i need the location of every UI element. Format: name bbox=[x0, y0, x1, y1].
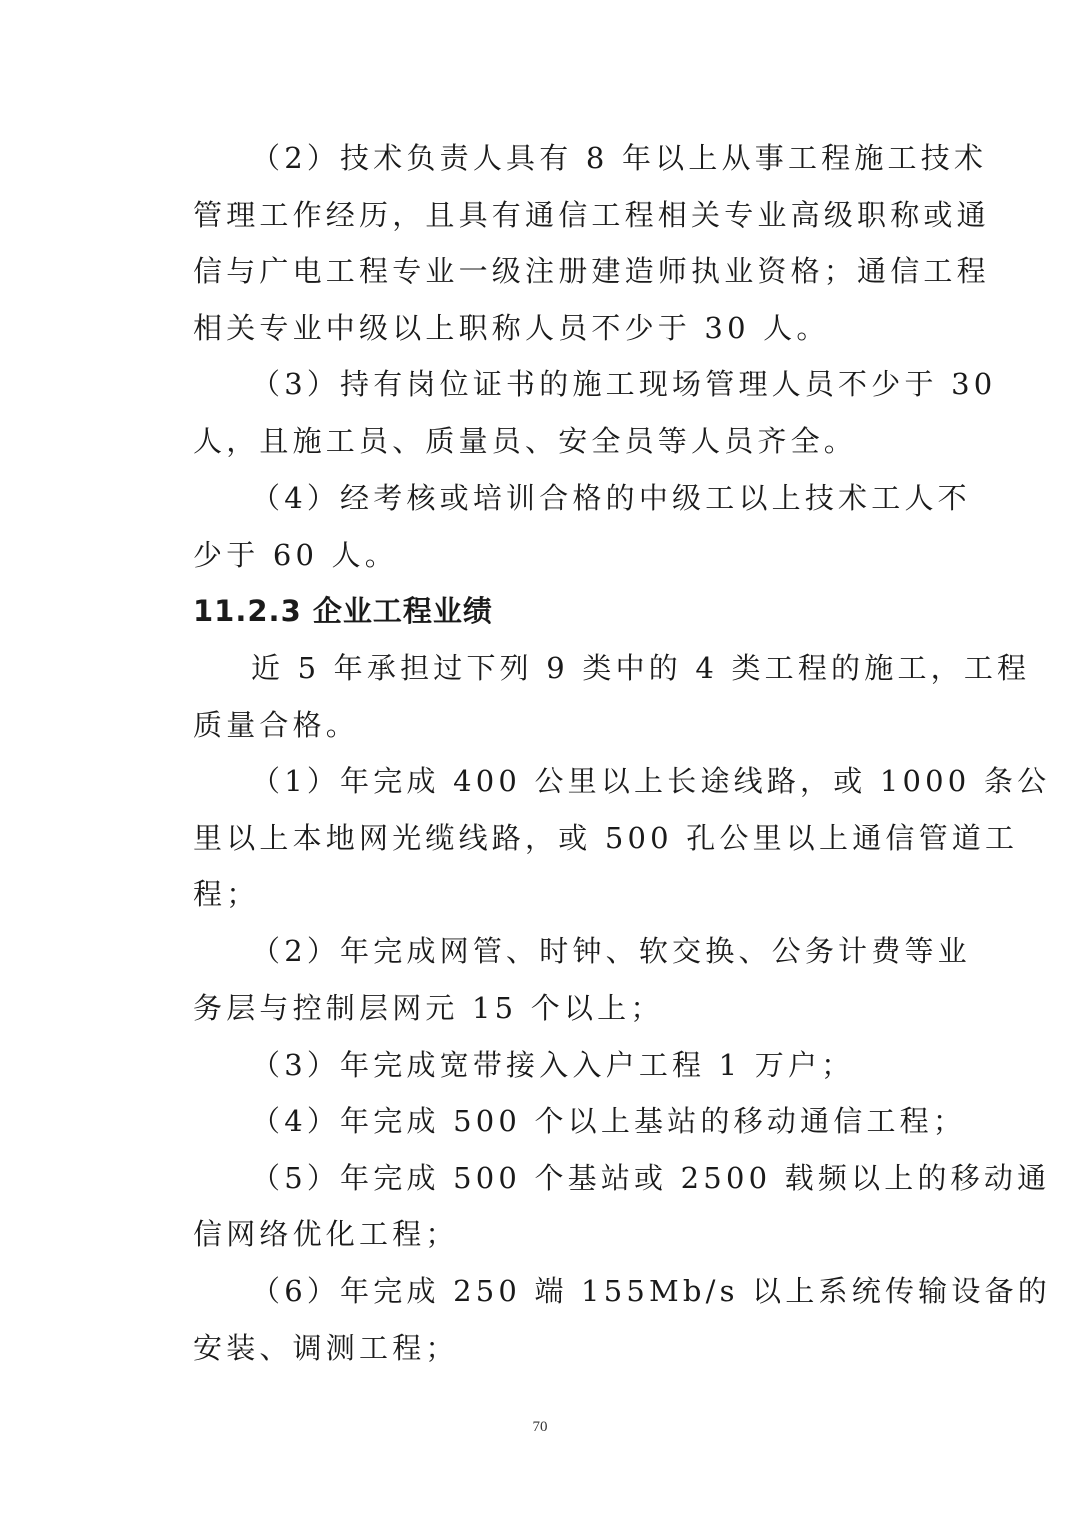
paragraph-line: 安装、调测工程； bbox=[193, 1331, 459, 1365]
paragraph-line: 少于 60 人。 bbox=[193, 538, 398, 572]
paragraph-line: （3）年完成宽带接入入户工程 1 万户； bbox=[251, 1048, 855, 1082]
paragraph-line: （2）技术负责人具有 8 年以上从事工程施工技术 bbox=[251, 141, 988, 175]
page-number: 70 bbox=[532, 1419, 548, 1435]
paragraph-line: （4）经考核或培训合格的中级工以上技术工人不 bbox=[251, 481, 971, 515]
paragraph-line: （3）持有岗位证书的施工现场管理人员不少于 30 bbox=[251, 367, 997, 401]
paragraph-line: 质量合格。 bbox=[193, 708, 360, 742]
paragraph-line: （5）年完成 500 个基站或 2500 载频以上的移动通 bbox=[251, 1161, 1051, 1195]
paragraph-line: 里以上本地网光缆线路，或 500 孔公里以上通信管道工 bbox=[193, 821, 1019, 855]
section-heading: 11.2.3 企业工程业绩 bbox=[193, 594, 493, 628]
paragraph-line: 近 5 年承担过下列 9 类中的 4 类工程的施工，工程 bbox=[251, 651, 1031, 685]
paragraph-line: 信网络优化工程； bbox=[193, 1217, 459, 1251]
paragraph-line: （4）年完成 500 个以上基站的移动通信工程； bbox=[251, 1104, 967, 1138]
paragraph-line: 程； bbox=[193, 877, 260, 911]
paragraph-line: （2）年完成网管、时钟、软交换、公务计费等业 bbox=[251, 934, 971, 968]
paragraph-line: 管理工作经历，且具有通信工程相关专业高级职称或通 bbox=[193, 198, 990, 232]
paragraph-line: （6）年完成 250 端 155Mb/s 以上系统传输设备的 bbox=[251, 1274, 1051, 1308]
paragraph-line: 信与广电工程专业一级注册建造师执业资格；通信工程 bbox=[193, 254, 990, 288]
paragraph-line: 相关专业中级以上职称人员不少于 30 人。 bbox=[193, 311, 830, 345]
paragraph-line: （1）年完成 400 公里以上长途线路，或 1000 条公 bbox=[251, 764, 1051, 798]
paragraph-line: 人，且施工员、质量员、安全员等人员齐全。 bbox=[193, 424, 858, 458]
paragraph-line: 务层与控制层网元 15 个以上； bbox=[193, 991, 664, 1025]
